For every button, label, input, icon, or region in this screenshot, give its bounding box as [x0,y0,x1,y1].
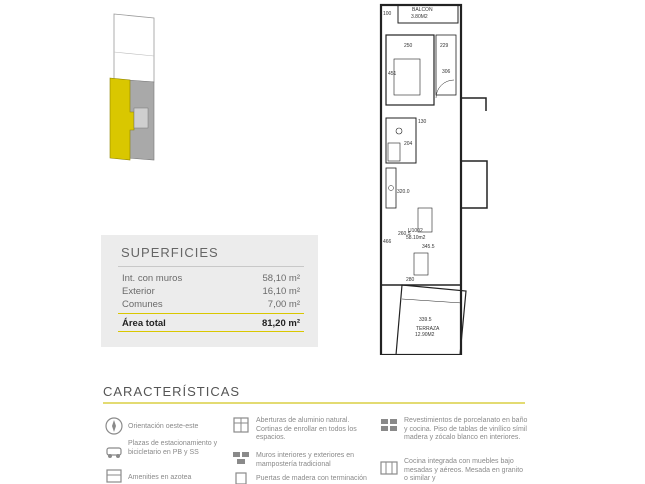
feature-parking: Plazas de estacionamiento y bicicletario en PB y SS [128,440,218,456]
plan-unit-id: U1002 [408,228,423,234]
plan-dim-3: 451 [388,71,397,77]
floor-plan-drawing [374,3,498,355]
superficies-row-label: Comunes [122,299,163,310]
kitchen-icon [380,459,398,477]
superficies-row [122,286,300,297]
plan-dim-11: 339.5 [419,317,432,323]
superficies-total-rule [118,313,304,314]
superficies-row-value: 58,10 m² [262,273,300,284]
plan-right-step [461,98,486,111]
feature-doors: Puertas de madera con terminación [256,475,367,482]
key-plan-divider [114,52,154,56]
plan-unit-area: 58.10m2 [406,235,426,241]
plan-terrace-rail [402,299,462,303]
superficies-title: SUPERFICIES [121,245,219,260]
parking-icon [104,441,124,461]
window-icon [232,416,250,434]
tiles-icon [380,418,398,432]
key-plan-core [134,108,148,128]
feature-coverings: Revestimientos de porcelanato en baño y cocina. Piso de tablas de vinílico símil madera y zócalo blanco en interiores. [404,417,528,442]
amenities-icon [104,466,124,484]
plan-dim-9: 260.5 [398,231,411,237]
plan-dim-0: 100 [383,11,392,17]
superficies-row-value: 7,00 m² [267,299,300,310]
plan-dim-1: 250 [404,43,413,49]
superficies-row [122,273,300,284]
superficies-bottom-rule [118,331,304,332]
plan-sink [389,186,394,191]
plan-dim-8: 345.5 [422,244,435,250]
feature-orientation: Orientación oeste-este [128,423,199,430]
plan-dim-5: 204 [404,141,413,147]
plan-sofa [414,253,428,275]
caracteristicas-title: CARACTERÍSTICAS [103,384,241,399]
plan-right-notch [461,161,487,208]
superficies-row-label: Exterior [122,286,155,297]
plan-bed [394,59,420,95]
feature-kitchen: Cocina integrada con muebles bajo mesadas y aéreos. Mesada en granito o similar y [404,458,524,483]
caracteristicas-rule [103,402,525,404]
plan-toilet [396,128,402,134]
superficies-row-label: Int. con muros [122,273,183,284]
plan-dim-2: 229 [440,43,449,49]
brick-wall-icon [232,450,250,466]
superficies-title-rule [118,266,304,267]
plan-shower [388,143,400,161]
superficies-panel [101,235,318,347]
plan-balcon-area: 3.80M2 [411,14,428,20]
plan-terraza-label: TERRAZA [416,326,440,332]
compass-icon [104,416,124,436]
plan-dim-7: 320.0 [397,189,410,195]
feature-walls: Muros interiores y exteriores en mampostería tradicional [256,452,355,468]
superficies-total-value: 81,20 m² [261,318,300,329]
key-plan-lot-outline [114,14,154,82]
feature-amenities: Amenities en azotea [128,474,192,481]
plan-terraza-area: 12.90M2 [415,332,435,338]
plan-kitchen-counter [386,168,396,208]
superficies-total-label: Área total [122,318,166,329]
plan-outer-wall [381,5,461,355]
door-icon [232,472,250,484]
plan-balcon-label: BALCON [412,7,433,13]
plan-dim-10: 280 [406,277,415,283]
superficies-row [122,299,300,310]
feature-windows: Aberturas de aluminio natural. Cortinas de enrollar en todos los espacios. [256,417,357,442]
superficies-total-row [122,318,300,329]
plan-dim-12: 466 [383,239,392,245]
plan-dim-4: 306 [442,69,451,75]
plan-dim-6: 130 [418,119,427,125]
key-plan-diagram [108,12,163,162]
superficies-row-value: 16,10 m² [262,286,300,297]
